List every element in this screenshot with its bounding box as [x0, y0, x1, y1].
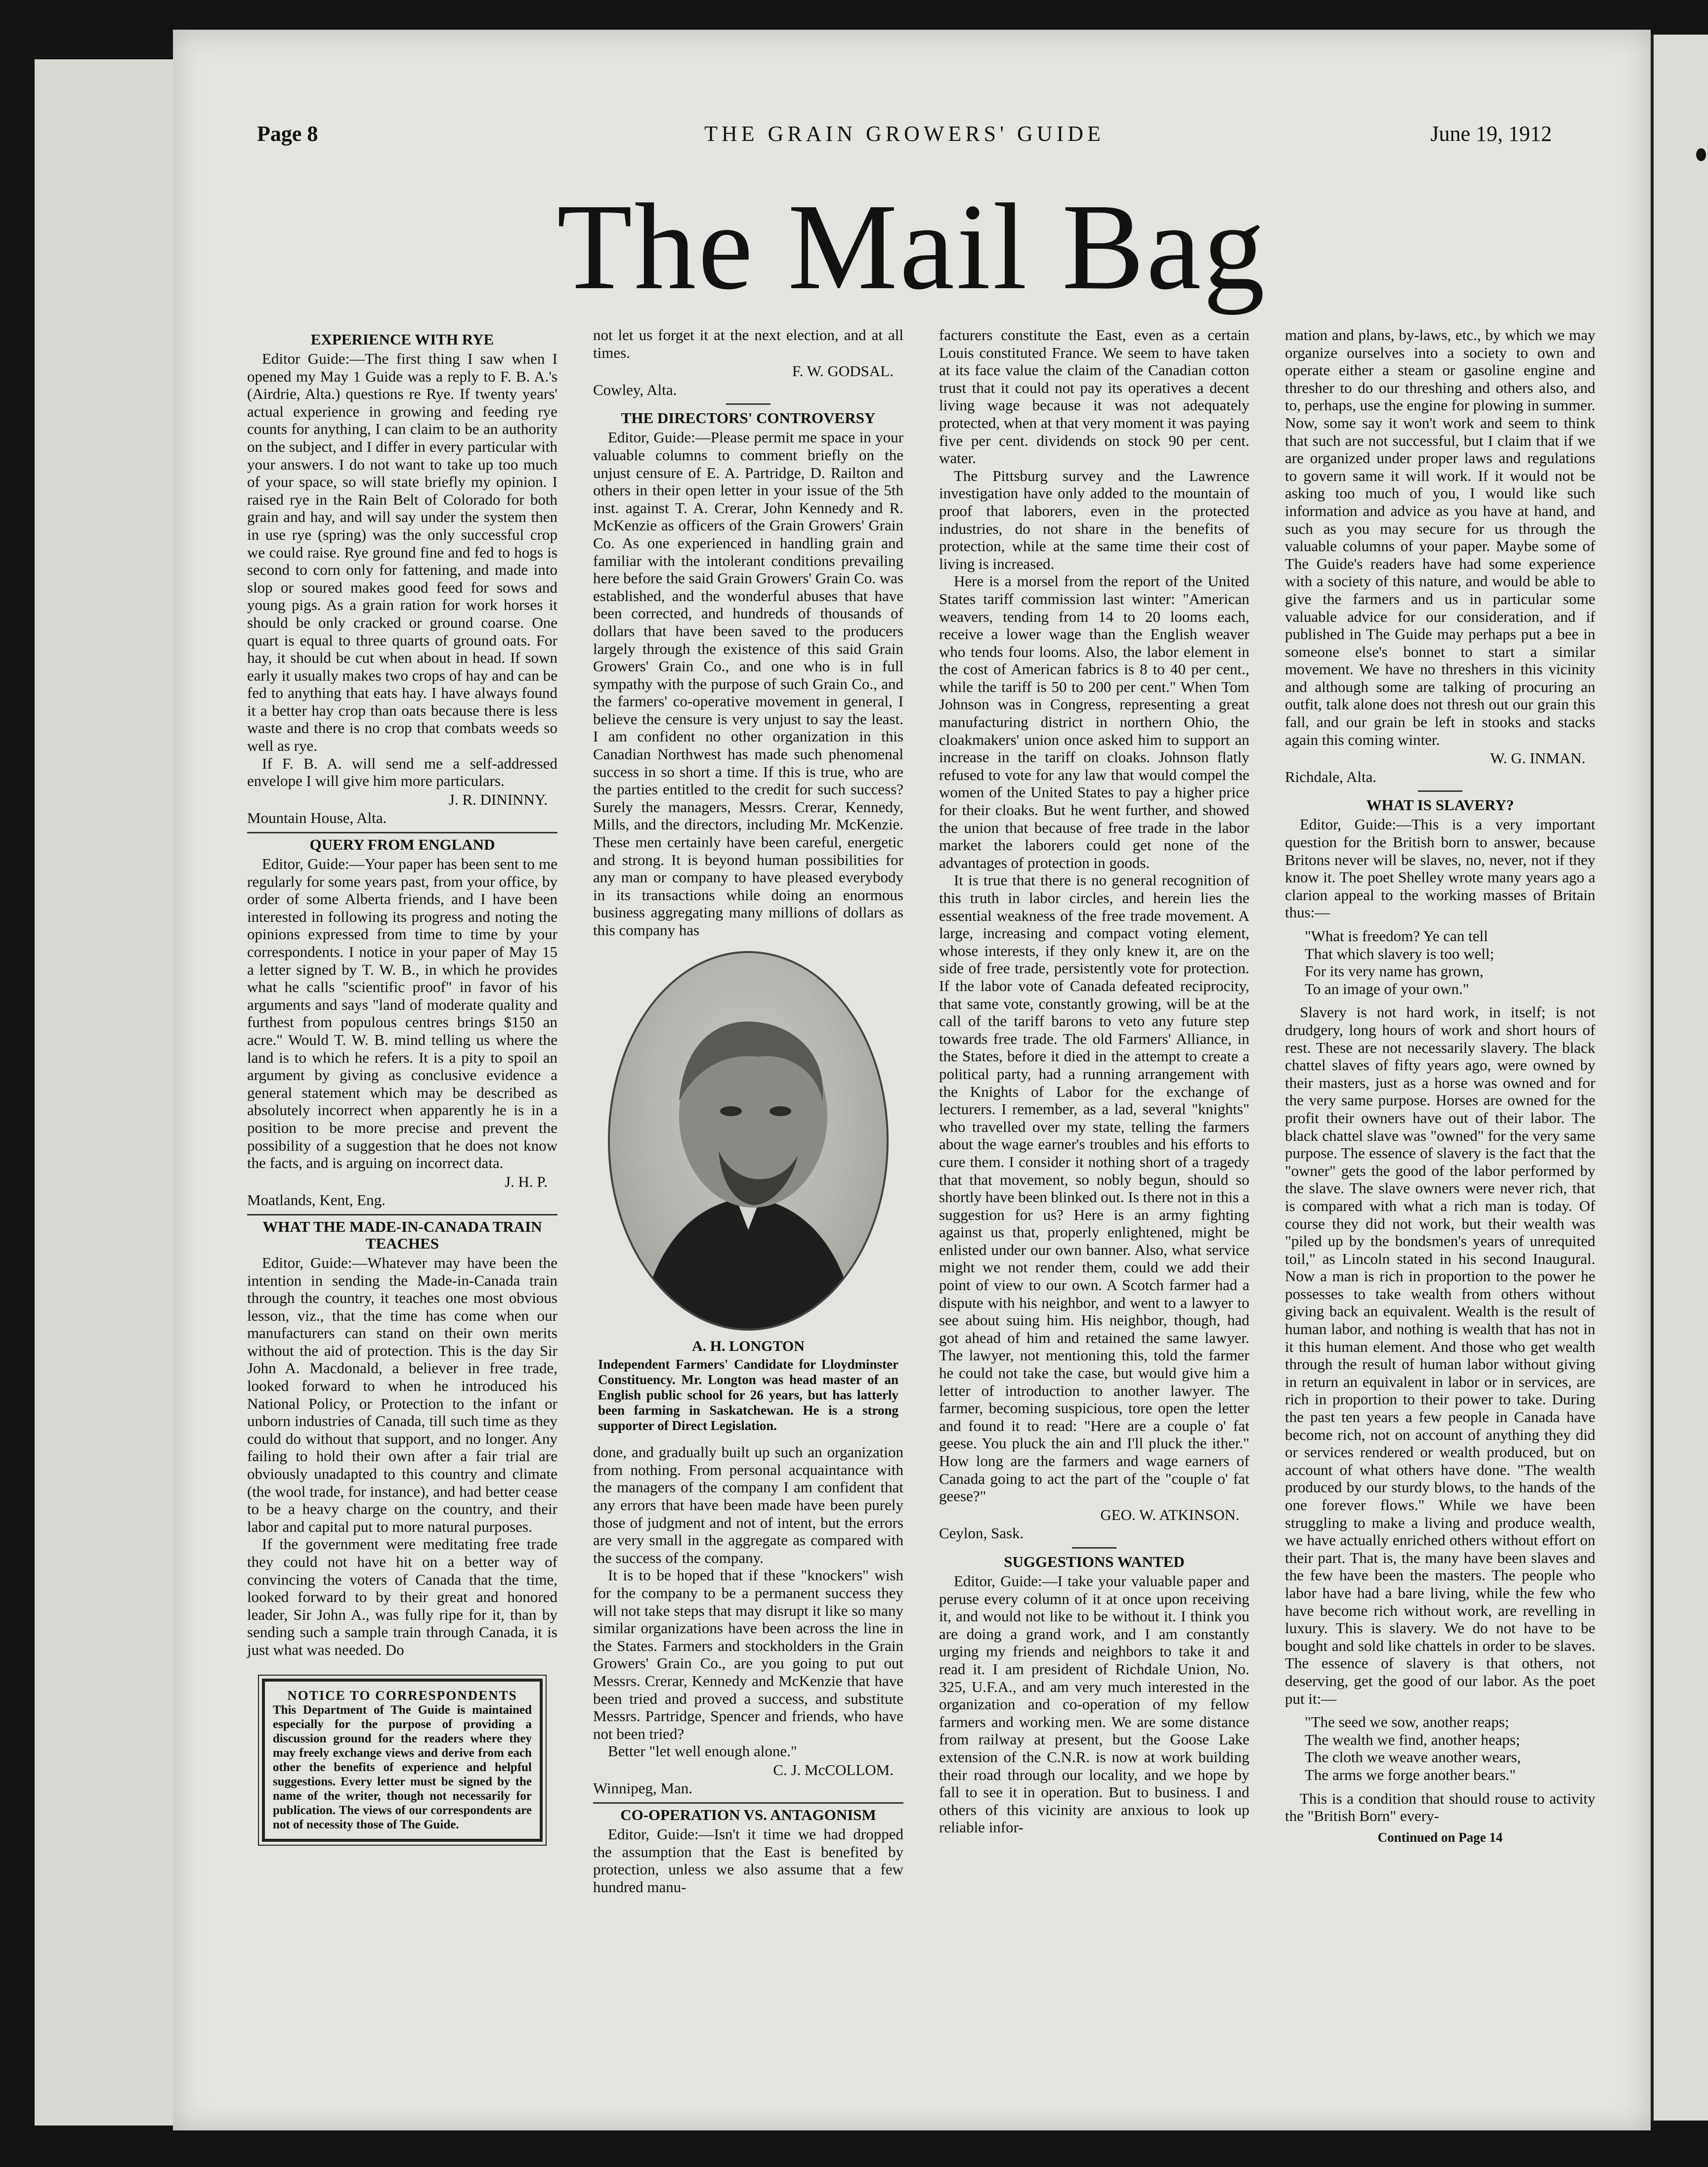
article-title-suggestions: SUGGESTIONS WANTED — [1004, 1553, 1185, 1570]
notice-box — [262, 1679, 543, 1842]
divider — [1072, 1547, 1116, 1549]
article-body: Editor, Guide:—This is a very important question for the British born to answer, because Britons never will be slaves, no, never, not if they know it. The poet Shelley wrote many years ago a clarion appeal to the working masses of Britain thus:— — [1285, 816, 1595, 921]
article-body: done, and gradually built up such an organization from nothing. From personal acquaintance with the managers of the company I am confident that any errors that have been made have been purely those of judgment and not of intent, but the errors are very small in the aggregate as compared with the success of the company. — [593, 1443, 903, 1566]
article-title-slavery: WHAT IS SLAVERY? — [1366, 796, 1514, 814]
poem-stanza — [1305, 927, 1595, 997]
article-body: mation and plans, by-laws, etc., by which we may organize ourselves into a society to own and operate either a steam or gasoline engine and thresher to do our threshing and others also, and to, perhaps, use the engine for plowing in summer. Now, some say it won't work and seem to think that such are not successful, but I claim that if we are organized under proper laws and regulations to govern same it will work. If it would not be asking too much of you, I would like such information and advice as you have at hand, and such as you may secure for us through the valuable columns of your paper. Maybe some of The Guide's readers have had some experience with a society of this nature, and would be able to give the farmers and us in particular some valuable advice for our consideration, and if published in The Guide may perhaps put a bee in someone else's bonnet to start a similar movement. We have no threshers in this vicinity and although some are talking of procuring an outfit, talk alone does not thresh out our grain this fall, and our grain be left in stooks and stacks again this coming winter. — [1285, 326, 1595, 748]
column-4 — [1285, 326, 1595, 1846]
next-page-edge — [1651, 35, 1708, 2121]
article-body: It is to be hoped that if these "knockers" wish for the company to be a permanent success they will not take steps that may disrupt it like so many similar organizations have been across the line in the States. Farmers and stockholders in the Grain Growers' Grain Co., are you going to put out Messrs. Crerar, Kennedy and McKenzie that have been tried and proved a success, and substitute Messrs. Partridge, Spencer and friends, who have not been tried? — [593, 1566, 903, 1742]
page-number: Page 8 — [257, 122, 318, 146]
signature: J. R. DININNY. — [448, 790, 548, 808]
signature: J. H. P. — [504, 1172, 548, 1190]
article-body: Editor, Guide:—Please permit me space in your valuable columns to comment briefly on the unjust censure of E. A. Partridge, D. Railton and others in their open letter in your issue of the 5th inst. against T. A. Crerar, John Kennedy and R. McKenzie as officers of the Grain Growers' Grain Co. As one experienced in handling grain and familiar with the intolerant conditions prevailing here before the said Grain Growers' Grain Co. was established, and the wonderful abuses that have been corrected, and hundreds of thousands of dollars that have been saved to the producers largely through the existence of this said Grain Growers' Grain Co., and one who is in full sympathy with the purpose of such Grain Co., and the farmers' co-operative movement in general, I believe the censure is very unjust to say the least. I am confident no other organization in this Canadian Northwest has made such phenomenal success in so short a time. If this is true, who are the parties entitled to the credit for such success? Surely the managers, Messrs. Crerar, Kennedy, Mills, and the directors, including Mr. McKenzie. These men certainly have been careful, energetic and strong. It is beyond human possibilities for any man or company to have pleased everybody in its transactions while doing an enormous business aggregating many millions of dollars as this company has — [593, 429, 903, 939]
article-body: Better "let well enough alone." — [608, 1742, 797, 1760]
page-header — [257, 121, 1552, 161]
article-body: facturers constitute the East, even as a certain Louis constituted France. We seem to have taken at its face value the claim of the Canadian cotton trust that it could not pay its operatives a decent living wage because it was not adequately protected, when at that very moment it was paying five per cent. dividends on stock 90 per cent. water. — [939, 326, 1249, 467]
location: Mountain House, Alta. — [247, 809, 387, 827]
article-title-directors: THE DIRECTORS' CONTROVERSY — [621, 409, 876, 427]
article-body: This is a condition that should rouse to activity the "British Born" every- — [1285, 1789, 1595, 1825]
article-body: If F. B. A. will send me a self-addressed envelope I will give him more particulars. — [247, 754, 557, 790]
article-body: Editor, Guide:—Whatever may have been the intention in sending the Made-in-Canada train through the country, it teaches one most obvious lesson, viz., that the time has come when our manufacturers can stand on their own merits without the aid of protection. This is the day Sir John A. Macdonald, a believer in free trade, looked forward to when he introduced his National Policy, or Protection to the infant or unborn industries of Canada, till such time as they could do without that support, and no longer. Any failing to hold their own after a fair trial are obviously unadapted to this country and climate (the wool trade, for instance), and had better cease to be a heavy charge on the country, and their labor and capital put to more natural purposes. — [247, 1254, 557, 1535]
poem-line: The arms we forge another bears." — [1305, 1766, 1516, 1783]
poem-line: "The seed we sow, another reaps; — [1305, 1713, 1509, 1731]
article-body: Here is a morsel from the report of the United States tariff commission last winter: "American weavers, tending from 14 to 20 looms each, receive a lower wage than the English weaver who tends four looms. Also, the labor element in the cost of American fabrics is 8 to 40 per cent., while the tariff is 50 to 200 per cent." When Tom Johnson was in Congress, representing a great manufacturing district in northern Ohio, the cloakmakers' union once asked him to support an increase in the tariff on cloaks. Johnson flatly refused to vote for any law that would compel the women of the United States to pay a higher price for their cloaks. But he went further, and showed the union that because of free trade in the labor market the laborers could get none of the advantages of protection in goods. — [939, 572, 1249, 871]
divider — [726, 403, 770, 405]
article-body: Editor Guide:—The first thing I saw when I opened my May 1 Guide was a reply to F. B. A.'s (Airdrie, Alta.) questions re Rye. If twenty years' actual experience in growing and feeding rye counts for anything, I can claim to be an authority on the subject, and I differ in every particular with your answers. I do not want to take up too much of your space, so will state briefly my opinion. I raised rye in the Rain Belt of Colorado for both grain and hay, and will say under the system then in use rye (spring) was the only successful crop we could raise. Rye ground fine and fed to hogs is second to corn only for fattening, and made into slop or soured makes good feed for sows and young pigs. As a grain ration for work horses it should be only cracked or ground coarse. One quart is equal to three quarts of ground oats. For hay, it should be cut when about in head. If sown early it usually makes two crops of hay and can be fed to anything that eats hay. I have always found it a better hay crop than oats because there is less waste and there is no crop that combats weeds so well as rye. — [247, 350, 557, 755]
article-body: Editor, Guide:—Isn't it time we had dropped the assumption that the East is benefited by protection, unless we also assume that a few hundred manu- — [593, 1825, 903, 1896]
continued-note: Continued on Page 14 — [1377, 1829, 1503, 1845]
section-masthead: The Mail Bag — [556, 178, 1267, 315]
signature: C. J. McCOLLOM. — [773, 1761, 894, 1778]
publication-title: THE GRAIN GROWERS' GUIDE — [704, 122, 1105, 146]
poem-line: That which slavery is too well; — [1305, 945, 1494, 962]
portrait-photo — [608, 951, 889, 1331]
page-mark — [1696, 148, 1706, 161]
notice-body: This Department of The Guide is maintained especially for the purpose of providing a discussion ground for the readers where they may freely exchange views and derive from each other the benefits of experience and helpful suggestions. Every letter must be signed by the name of the writer, though not necessarily for publication. The views of our correspondents are not of necessity those of The Guide. — [273, 1703, 532, 1831]
article-body: Slavery is not hard work, in itself; is not drudgery, long hours of work and short hours of rest. These are not necessarily slavery. The black chattel slaves of fifty years ago, were owned by their masters, just as a horse was owned and for the very same purpose. Horses are owned for the profit their owners have out of their labor. The black chattel slave was "owned" for the very same purpose. The essence of slavery is the fact that the "owner" gets the good of the labor performed by the slave. The slave owners were never rich, that is compared with what a rich man is today. Of course they did not work, but their wealth was "piled up by the bondsmen's years of unrequited toil," as Lincoln stated in his second Inaugural. Now a man is rich in proportion to the power he possesses to take wealth from others without giving back an equivalent. Wealth is the result of human labor, and nothing is wealth that has not in it this human element. And those who get wealth through the result of human labor without giving in return an equivalent in labor or in services, are rich in proportion to their power to take. During the past ten years a few people in Canada have become rich, not on account of anything they did or services rendered or wealth produced, but on account of what others have done. "The wealth produced by our sturdy blows, to the hands of the one forever flows." While we have been struggling to make a living and produce wealth, we have actually enriched others without effort on their part. That is, the many have been slaves and the few have been the masters. The people who labor have had a bare living, while the few who have become rich without work, are revelling in luxury. This is slavery. We do not have to be bought and sold like chattels in order to be slaves. The essence of slavery is that others, not deserving, get the good of our labor. As the poet put it:— — [1285, 1003, 1595, 1707]
article-body: If the government were meditating free trade they could not have hit on a better way of convincing the voters of Canada that the time, looked forward to by their great and honored leader, Sir John A., was fully ripe for it, than by sending such a sample train through Canada, it is just what was needed. Do — [247, 1535, 557, 1658]
article-body: not let us forget it at the next election, and at all times. — [593, 326, 903, 361]
divider — [1418, 790, 1462, 792]
article-body: It is true that there is no general recognition of this truth in labor circles, and herein lies the essential weakness of the free trade movement. A large, increasing and compact voting element, whose interests, if they only knew it, are on the side of free trade, persistently vote for protection. If the labor vote of Canada defeated reciprocity, that same vote, constantly growing, will be at the call of the tariff barons to veto any future step towards free trade. The old Farmers' Alliance, in the States, before it died in the attempt to create a political party, had a running arrangement with the Knights of Labor for the exchange of lecturers. I remember, as a lad, several "knights" who travelled over my state, telling the farmers about the wage earner's troubles and his efforts to cure them. I consider it nothing short of a tragedy that that movement, so nobly begun, should so shortly have been blinked out. Is there not in this a suggestion for us? Here is an army fighting against us that, properly enlightened, might be enlisted under our own banner. Also, what service might we not render them, could we add their point of view to our own. A Scotch farmer had a dispute with his neighbor, and went to a lawyer to see about suing him. His neighbor, though, had got ahead of him and retained the same lawyer. The lawyer, not mentioning this, told the farmer he could not take the case, but would give him a letter of introduction to another lawyer. The farmer, becoming suspicious, tore open the letter and found it to read: "Here are a couple o' fat geese. You pluck the ain and I'll pluck the ither." How long are the farmers and wage earners of Canada going to act the part of the "couple o' fat geese?" — [939, 871, 1249, 1505]
poem-line: The wealth we find, another heaps; — [1305, 1731, 1520, 1748]
signature: W. G. INMAN. — [1490, 749, 1585, 767]
article-title-train: WHAT THE MADE-IN-CANADA TRAIN TEACHES — [247, 1214, 557, 1252]
poem-line: "What is freedom? Ye can tell — [1305, 927, 1488, 945]
article-title-coop: CO-OPERATION VS. ANTAGONISM — [593, 1802, 903, 1823]
signature: GEO. W. ATKINSON. — [1100, 1506, 1239, 1523]
column-3 — [939, 326, 1249, 1836]
article-body: Editor, Guide:—Your paper has been sent to me regularly for some years past, from your office, by order of some Alberta friends, and I have been interested in following its progress and noting the opinions expressed from time to time by your correspondents. I notice in your paper of May 15 a letter signed by T. W. B., in which he provides what he calls "scientific proof" in favor of his arguments and says "land of moderate quality and furthest from populous centres brings $150 an acre." Would T. W. B. mind telling us where the land is to which he refers. It is a pity to spoil an argument by giving as conclusive evidence a general statement which may be described as absolutely incorrect when apparently he is in a position to be more precise and prevent the possibility of a suggestion that he does not know the facts, and is arguing on incorrect data. — [247, 855, 557, 1172]
portrait-name: A. H. LONGTON — [692, 1338, 805, 1354]
signature: F. W. GODSAL. — [792, 362, 894, 380]
man-portrait-illustration — [610, 953, 887, 1329]
article-body: Editor, Guide:—I take your valuable paper and peruse every column of it at once upon receiving it, and would not like to be without it. I think you are doing a grand work, and I am constantly urging my friends and neighbors to take it and read it. I am president of Richdale Union, No. 325, U.F.A., and am very much interested in the organization and co-operation of my fellow farmers and working men. We are some distance from railway at present, but the Goose Lake extension of the C.N.R. is now at work building their road through our locality, and we hope by fall to see it in operation. But to business. I and others of this vicinity are anxious to look up reliable infor- — [939, 1572, 1249, 1836]
book-page-edges — [35, 59, 178, 2125]
poem-stanza — [1305, 1713, 1595, 1783]
issue-date: June 19, 1912 — [1430, 122, 1552, 146]
location: Moatlands, Kent, Eng. — [247, 1191, 385, 1209]
location: Winnipeg, Man. — [593, 1779, 693, 1797]
poem-line: For its very name has grown, — [1305, 962, 1484, 980]
column-2 — [593, 326, 903, 1896]
notice-title: NOTICE TO CORRESPONDENTS — [287, 1688, 517, 1703]
location: Ceylon, Sask. — [939, 1524, 1024, 1542]
newspaper-page — [173, 30, 1651, 2130]
article-body: The Pittsburg survey and the Lawrence investigation have only added to the mountain of proof that laborers, even in the protected industries, do not share in the benefits of protection, while at the same time their cost of living is increased. — [939, 467, 1249, 572]
article-title-rye: EXPERIENCE WITH RYE — [310, 331, 494, 348]
portrait-figure — [593, 951, 903, 1434]
column-1 — [247, 326, 557, 1852]
portrait-caption: Independent Farmers' Candidate for Lloydminster Constituency. Mr. Longton was head master of an English public school for 26 years, but has latterly been farming in Saskatchewan. He is a strong supporter of Direct Legislation. — [598, 1357, 898, 1433]
poem-line: The cloth we weave another wears, — [1305, 1748, 1521, 1766]
article-title-england: QUERY FROM ENGLAND — [247, 832, 557, 853]
poem-line: To an image of your own." — [1305, 980, 1469, 997]
location: Cowley, Alta. — [593, 381, 677, 398]
location: Richdale, Alta. — [1285, 768, 1377, 785]
